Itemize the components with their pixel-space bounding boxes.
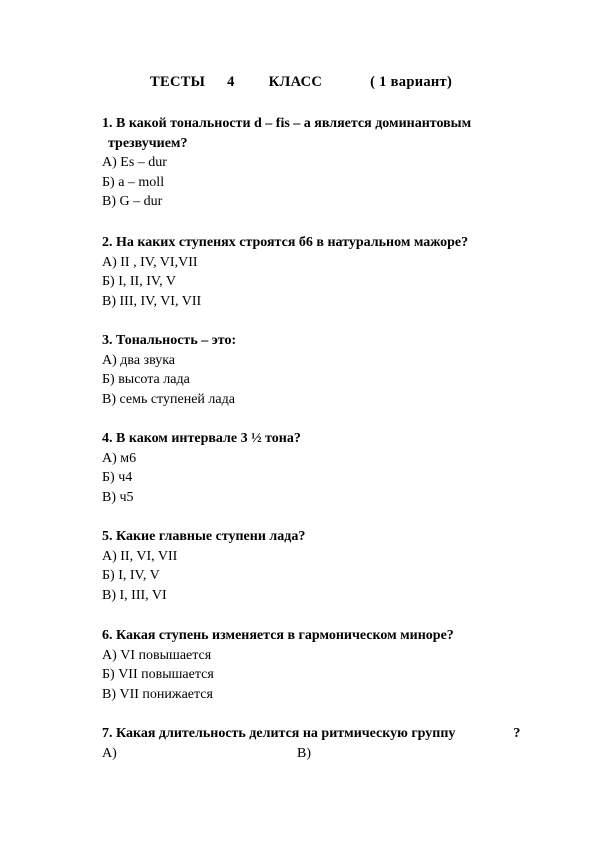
title-tests: ТЕСТЫ (150, 74, 206, 90)
question-1 (102, 114, 471, 212)
page-title (150, 74, 452, 91)
question-text: 4. В каком интервале 3 ½ тона? (102, 431, 301, 446)
question-text-continuation: трезвучием? (108, 135, 188, 151)
option-c: В) III, IV, VI, VII (102, 293, 202, 309)
title-grade: 4 (227, 74, 235, 90)
question-4 (102, 429, 301, 507)
option-c: В) (297, 745, 311, 761)
option-c: В) I, III, VI (102, 587, 167, 603)
option-c: В) VII понижается (102, 686, 213, 702)
option-b: Б) I, IV, V (102, 568, 160, 583)
option-c: В) семь ступеней лада (102, 391, 235, 407)
title-variant: ( 1 вариант) (370, 74, 453, 90)
question-2 (102, 233, 468, 311)
option-b: Б) высота лада (102, 372, 190, 387)
question-mark: ? (513, 726, 521, 741)
question-text: 3. Тональность – это: (102, 333, 237, 348)
option-c: В) ч5 (102, 489, 134, 505)
option-c: В) G – dur (102, 194, 163, 209)
option-a: А) VI повышается (102, 647, 212, 663)
options-row (102, 744, 520, 763)
question-text: 5. Какие главные ступени лада? (102, 529, 306, 544)
question-7 (102, 724, 520, 763)
question-6 (102, 626, 454, 704)
option-a: А) (102, 745, 117, 761)
option-a: А) II , IV, VI,VII (102, 254, 198, 270)
question-text: 2. На каких ступенях строятся б6 в натуральном мажоре? (102, 235, 469, 250)
option-b: Б) ч4 (102, 470, 133, 485)
question-text: 6. Какая ступень изменяется в гармоническом миноре? (102, 628, 454, 643)
option-b: Б) a – moll (102, 174, 165, 190)
question-5 (102, 527, 305, 605)
option-a: А) два звука (102, 352, 176, 368)
option-b: Б) I, II, IV, V (102, 274, 177, 289)
question-text: 7. Какая длительность делится на ритмическую группу ? (102, 726, 521, 741)
title-klass: КЛАСС (268, 74, 323, 90)
option-a: А) II, VI, VII (102, 548, 178, 564)
question-text: 1. В какой тональности d – fis – a является доминантовым трезвучием? (102, 114, 471, 153)
option-a: А) м6 (102, 450, 137, 466)
question-3 (102, 331, 236, 409)
option-b: Б) VII повышается (102, 667, 214, 682)
option-a: А) Es – dur (102, 155, 167, 170)
